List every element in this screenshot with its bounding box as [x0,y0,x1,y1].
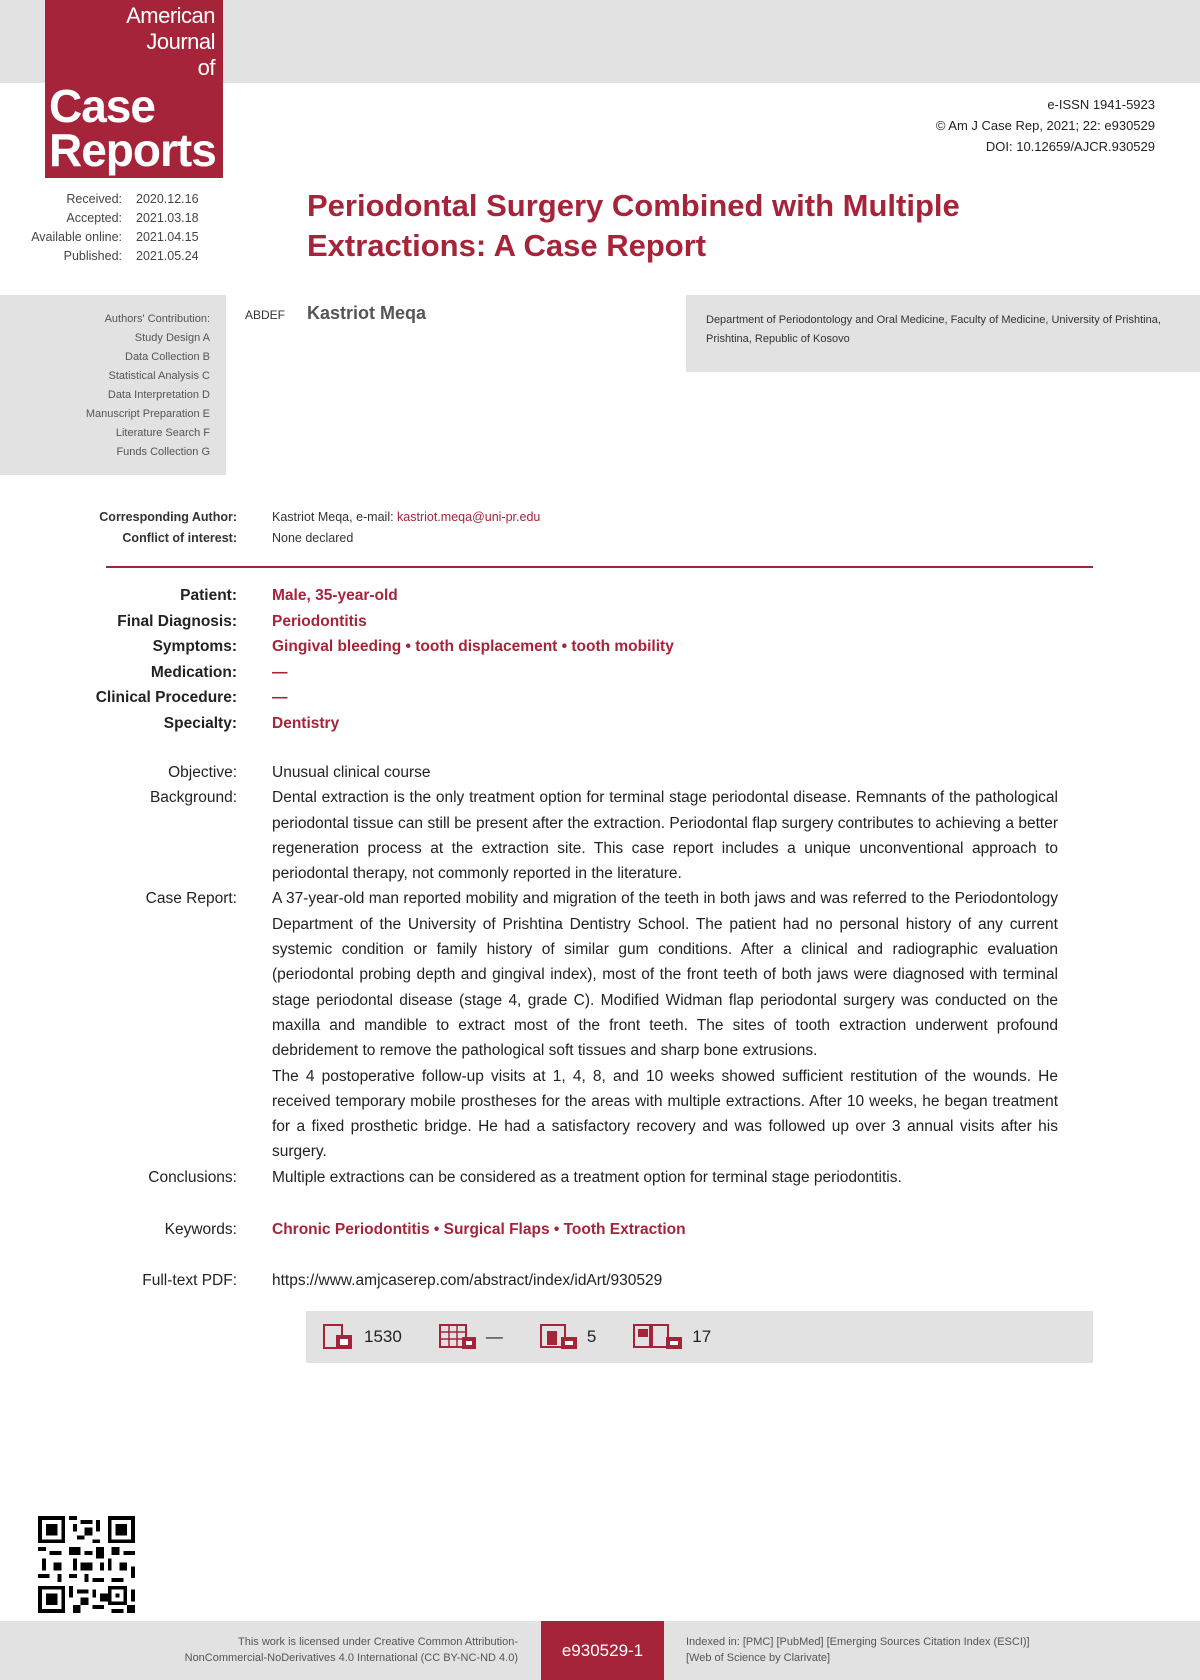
author-roles: ABDEF [245,308,286,322]
author-email-link[interactable]: kastriot.meqa@uni-pr.edu [397,510,541,524]
indexing-text [686,1634,1106,1666]
date-row [20,247,230,266]
title-line-1: Periodontal Surgery Combined with Multiple [307,188,960,223]
conclusions-text: Multiple extractions can be considered as a treatment option for terminal stage periodontitis. [272,1168,902,1186]
correspondence-block [0,507,540,549]
keywords-row [0,1217,686,1242]
article-dates [20,190,230,266]
logo-line-reports: Reports [49,124,216,176]
indexed-line-2: [Web of Science by Clarivate] [686,1652,831,1664]
abstract-background [0,785,1058,886]
meta-label: Medication: [150,663,237,681]
word-count: 1530 [364,1327,402,1346]
stat-word-count [322,1323,402,1351]
meta-label: Patient: [180,587,237,604]
references-icon [632,1323,684,1351]
fulltext-row [0,1268,662,1293]
meta-label: Specialty: [163,714,237,732]
stat-tables [438,1323,503,1351]
author-contribution-legend [0,295,226,475]
meta-row [0,634,674,660]
meta-value: Gingival bleeding • tooth displacement • tooth mobility [272,638,674,655]
license-line-1: This work is licensed under Creative Common Attribution- [237,1636,518,1648]
logo-line-american: American [126,3,215,28]
corresponding-author-text: Kastriot Meqa, e-mail: [272,510,398,524]
meta-value: Male, 35-year-old [272,587,398,604]
meta-row [0,660,674,686]
meta-row [0,711,674,737]
title-line-2: Extractions: A Case Report [307,228,707,263]
eissn: e-ISSN 1941-5923 [1047,97,1155,112]
objective-label: Objective: [168,764,237,781]
abstract-conclusions [0,1165,1058,1190]
meta-row [0,685,674,711]
objective-text: Unusual clinical course [272,764,431,781]
date-label: Published: [63,249,122,263]
conflict-label: Conflict of interest: [122,531,237,545]
case-report-text [272,886,1058,1164]
article-id-badge: e930529-1 [541,1621,664,1680]
license-text [120,1634,518,1666]
date-value: 2021.05.24 [136,249,199,263]
case-report-paragraph-2: The 4 postoperative follow-up visits at 1, 4, 8, and 10 weeks showed sufficient restitution of the wounds. He received temporary mobile prostheses for the areas with multiple extractions. After 10 weeks, he began treatment for a fixed prosthetic bridge. He had a satisfactory recovery and was followed up over 3 annual visits after his surgery. [272,1067,1058,1161]
logo-line-case: Case [49,80,155,132]
table-icon [438,1323,478,1351]
date-value: 2020.12.16 [136,192,199,206]
background-label: Background: [149,789,237,807]
corresponding-author-value [272,507,540,528]
meta-label: Symptoms: [152,638,237,655]
date-row [20,209,230,228]
contribution-item: Data Collection B [125,351,210,363]
abstract-objective [0,760,1058,785]
meta-value: Periodontitis [272,612,367,630]
fulltext-label: Full-text PDF: [142,1272,237,1289]
meta-value: — [272,689,288,706]
meta-row [0,609,674,635]
license-line-2: NonCommercial-NoDerivatives 4.0 International (CC BY-NC-ND 4.0) [184,1652,518,1664]
article-stats-bar [306,1311,1093,1363]
conflict-row [0,528,540,549]
meta-value: Dentistry [272,714,340,732]
abstract-case-report [0,886,1058,1164]
date-label: Available online: [31,230,122,244]
case-metadata [0,583,674,736]
figure-icon [539,1323,579,1351]
meta-label: Clinical Procedure: [95,689,237,706]
case-report-paragraph-1: A 37-year-old man reported mobility and migration of the teeth in both jaws and was referred to the Periodontology Department of the University of Prishtina Dentistry School. The patient had no personal history of any current systemic condition or family history of similar gum conditions. After a clinical and radiographic evaluation (periodontal probing depth and gingival index), most of the front teeth of both jaws were diagnosed with terminal stage periodontal disease (stage 4, grade C). Modified Widman flap periodontal surgery was conducted on the maxilla and mandible to extract most of the front teeth. The sites of tooth extraction underwent profound debridement to remove the pathological soft tissues and sharp bone extrusions. [272,890,1058,1060]
section-divider [106,566,1093,568]
meta-label: Final Diagnosis: [117,612,237,630]
contribution-item: Data Interpretation D [107,389,210,401]
keywords-value[interactable]: Chronic Periodontitis • Surgical Flaps • Tooth Extraction [272,1221,686,1238]
reference-count: 17 [692,1327,712,1346]
contribution-item: Funds Collection G [116,446,210,458]
article-title [307,186,1087,266]
background-text: Dental extraction is the only treatment option for terminal stage periodontal disease. Remnants of the pathological periodontal tissue can still be present after the extraction. Periodontal flap surgery contributes to achieving a better regeneration process at the extraction site. This case report includes a unique unconventional approach to periodontal therapy, not commonly reported in the literature. [272,789,1058,883]
abstract [0,760,1058,1190]
doi[interactable]: DOI: 10.12659/AJCR.930529 [985,139,1155,154]
stat-references [632,1323,711,1351]
fulltext-link[interactable]: https://www.amjcaserep.com/abstract/index/idArt/930529 [272,1272,663,1289]
meta-row [0,583,674,609]
corresponding-author-row [0,507,540,528]
stat-figures [539,1323,596,1351]
date-label: Accepted: [66,211,122,225]
document-icon [322,1323,356,1351]
date-row [20,228,230,247]
date-label: Received: [66,192,122,206]
author-name: Kastriot Meqa [307,303,427,323]
qr-code-icon[interactable] [38,1516,135,1613]
conclusions-label: Conclusions: [148,1168,237,1186]
conflict-value: None declared [272,531,354,545]
author-affiliation: Department of Periodontology and Oral Medicine, Faculty of Medicine, University of Prishtina, Prishtina, Republic of Kosovo [686,295,1200,372]
logo-line-journal: Journal [146,29,215,54]
journal-logo[interactable] [45,0,223,178]
article-identifiers [936,94,1155,157]
table-count: — [485,1327,503,1346]
case-report-label: Case Report: [145,890,237,908]
contribution-item: Manuscript Preparation E [85,408,210,420]
date-value: 2021.04.15 [136,230,199,244]
meta-value: — [272,663,288,681]
figure-count: 5 [586,1327,597,1346]
contribution-item: Statistical Analysis C [108,370,210,382]
corresponding-author-label: Corresponding Author: [99,510,237,524]
indexed-line-1: Indexed in: [PMC] [PubMed] [Emerging Sources Citation Index (ESCI)] [686,1636,1030,1648]
citation: © Am J Case Rep, 2021; 22: e930529 [935,118,1155,133]
keywords-label: Keywords: [164,1221,237,1238]
date-value: 2021.03.18 [136,211,199,225]
logo-line-of: of [197,55,215,80]
contribution-heading: Authors' Contribution: [104,313,210,325]
contribution-item: Study Design A [134,332,210,344]
date-row [20,190,230,209]
contribution-item: Literature Search F [115,427,210,439]
